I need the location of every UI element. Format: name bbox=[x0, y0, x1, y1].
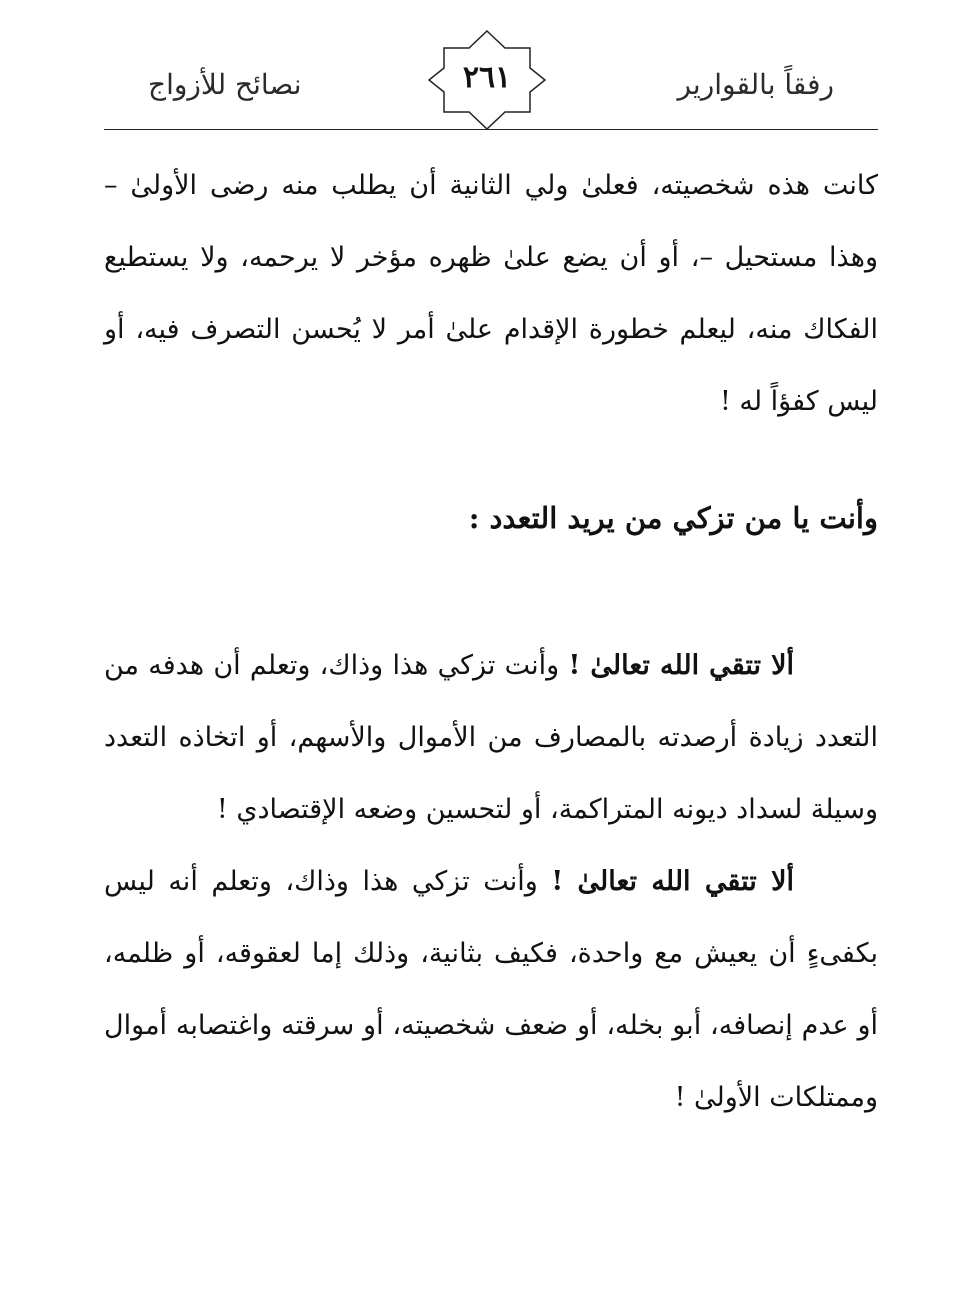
paragraph-text: وأنت تزكي هذا وذاك، وتعلم أن هدفه من التعدد زيادة أرصدته بالمصارف من الأموال والأسهم، أو اتخاذه التعدد وسيلة لسداد ديونه المتراكمة، أو لتحسين وضعه الإقتصادي ! bbox=[104, 650, 878, 825]
section-heading: وأنت يا من تزكي من يريد التعدد : bbox=[468, 501, 878, 535]
paragraph bbox=[104, 846, 878, 1134]
paragraph-text: وأنت تزكي هذا وذاك، وتعلم أنه ليس بكفىءٍ أن يعيش مع واحدة، فكيف بثانية، وذلك إما لعقوقه، أو ظلمه، أو عدم إنصافه، أبو بخله، أو ضعف شخصيته، أو سرقته واغتصابه أموال وممتلكات الأولىٰ ! bbox=[104, 866, 878, 1113]
page-header bbox=[104, 30, 878, 130]
paragraph-lead: ألا تتقي الله تعالىٰ ! bbox=[568, 650, 794, 681]
header-divider bbox=[104, 129, 878, 130]
page-number-badge bbox=[428, 30, 546, 130]
page-body bbox=[104, 150, 878, 1134]
page-number: ٢٦١ bbox=[462, 60, 512, 95]
running-title-left: نصائح للأزواج bbox=[148, 68, 302, 101]
paragraph: كانت هذه شخصيته، فعلىٰ ولي الثانية أن يطلب منه رضى الأولىٰ – وهذا مستحيل –، أو أن يضع علىٰ ظهره مؤخر لا يرحمه، ولا يستطيع الفكاك منه، ليعلم خطورة الإقدام علىٰ أمر لا يُحسن التصرف فيه، أو ليس كفؤاً له ! bbox=[104, 170, 878, 417]
running-title-right: رفقاً بالقوارير bbox=[677, 68, 834, 101]
paragraph bbox=[104, 630, 878, 846]
paragraph-lead: ألا تتقي الله تعالىٰ ! bbox=[551, 866, 794, 897]
